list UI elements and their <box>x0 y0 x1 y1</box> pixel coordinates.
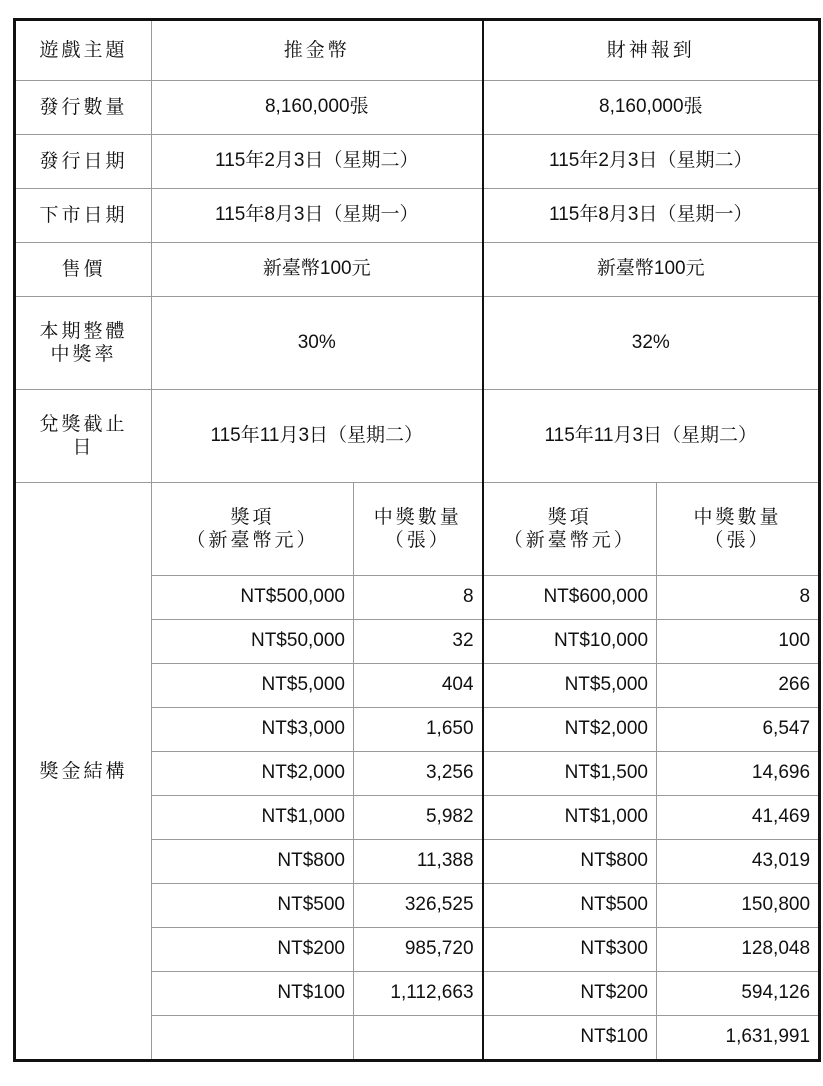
label-delist-date: 下市日期 <box>15 189 152 243</box>
game2-prize-count: 100 <box>657 620 820 664</box>
game2-prize-amount: NT$300 <box>483 928 657 972</box>
game2-prize-count: 43,019 <box>657 840 820 884</box>
game2-count-header-line1: 中獎數量 <box>693 506 782 529</box>
label-issue-date: 發行日期 <box>15 135 152 189</box>
game1-issue-date: 115年2月3日（星期二） <box>152 135 483 189</box>
game1-prize-amount <box>152 1016 354 1061</box>
game1-prize-count: 326,525 <box>354 884 483 928</box>
game2-prize-amount: NT$200 <box>483 972 657 1016</box>
game2-issue-quantity: 8,160,000張 <box>483 81 820 135</box>
row-delist-date <box>15 189 820 243</box>
game1-prize-amount: NT$50,000 <box>152 620 354 664</box>
game1-prize-amount: NT$100 <box>152 972 354 1016</box>
game2-prize-amount: NT$800 <box>483 840 657 884</box>
game1-prize-count: 8 <box>354 576 483 620</box>
game2-prize-header-line2: （新臺幣元） <box>503 529 636 551</box>
game2-prize-amount: NT$1,500 <box>483 752 657 796</box>
game1-price: 新臺幣100元 <box>152 243 483 297</box>
game2-prize-amount: NT$100 <box>483 1016 657 1061</box>
label-price: 售價 <box>15 243 152 297</box>
scratch-lottery-comparison-table <box>13 18 821 1062</box>
game1-prize-amount: NT$800 <box>152 840 354 884</box>
game1-prize-amount: NT$200 <box>152 928 354 972</box>
game1-theme: 推金幣 <box>152 20 483 81</box>
label-prize-structure: 獎金結構 <box>15 483 152 1061</box>
row-prize-headers <box>15 483 820 576</box>
row-overall-win-rate <box>15 297 820 390</box>
game1-prize-amount: NT$500,000 <box>152 576 354 620</box>
game1-prize-header-line1: 獎項 <box>230 506 275 529</box>
label-claim-deadline-line2: 日 <box>72 436 95 458</box>
game2-delist-date: 115年8月3日（星期一） <box>483 189 820 243</box>
game1-claim-deadline: 115年11月3日（星期二） <box>152 390 483 483</box>
game2-prize-count: 150,800 <box>657 884 820 928</box>
game1-prize-count: 1,650 <box>354 708 483 752</box>
game2-claim-deadline: 115年11月3日（星期二） <box>483 390 820 483</box>
game1-prize-count: 3,256 <box>354 752 483 796</box>
game1-prize-header <box>152 483 354 576</box>
game2-count-header-line2: （張） <box>704 529 771 551</box>
game2-prize-count: 266 <box>657 664 820 708</box>
game1-prize-count: 1,112,663 <box>354 972 483 1016</box>
game2-prize-count: 8 <box>657 576 820 620</box>
game2-price: 新臺幣100元 <box>483 243 820 297</box>
game1-overall-win-rate: 30% <box>152 297 483 390</box>
game2-prize-count: 1,631,991 <box>657 1016 820 1061</box>
game2-prize-amount: NT$500 <box>483 884 657 928</box>
game2-issue-date: 115年2月3日（星期二） <box>483 135 820 189</box>
game2-prize-amount: NT$2,000 <box>483 708 657 752</box>
game1-issue-quantity: 8,160,000張 <box>152 81 483 135</box>
game1-delist-date: 115年8月3日（星期一） <box>152 189 483 243</box>
game1-prize-amount: NT$1,000 <box>152 796 354 840</box>
game1-prize-count: 5,982 <box>354 796 483 840</box>
game2-prize-count: 128,048 <box>657 928 820 972</box>
game1-count-header-line2: （張） <box>384 529 451 551</box>
row-theme <box>15 20 820 81</box>
game2-prize-count: 6,547 <box>657 708 820 752</box>
game2-prize-header-line1: 獎項 <box>547 506 592 529</box>
game2-count-header <box>657 483 820 576</box>
game1-prize-amount: NT$500 <box>152 884 354 928</box>
label-claim-deadline-line1: 兌獎截止 <box>39 413 128 436</box>
game2-prize-count: 14,696 <box>657 752 820 796</box>
game2-prize-count: 594,126 <box>657 972 820 1016</box>
game2-theme: 財神報到 <box>483 20 820 81</box>
game2-prize-header <box>483 483 657 576</box>
game1-prize-count: 11,388 <box>354 840 483 884</box>
game1-prize-count: 985,720 <box>354 928 483 972</box>
game1-prize-amount: NT$2,000 <box>152 752 354 796</box>
game2-prize-amount: NT$10,000 <box>483 620 657 664</box>
game1-prize-amount: NT$3,000 <box>152 708 354 752</box>
game2-prize-amount: NT$600,000 <box>483 576 657 620</box>
label-issue-quantity: 發行數量 <box>15 81 152 135</box>
game1-count-header-line1: 中獎數量 <box>373 506 462 529</box>
row-issue-quantity <box>15 81 820 135</box>
game2-prize-amount: NT$1,000 <box>483 796 657 840</box>
game2-prize-count: 41,469 <box>657 796 820 840</box>
game1-prize-count <box>354 1016 483 1061</box>
label-overall-win-rate-line1: 本期整體 <box>39 320 128 343</box>
label-overall-win-rate <box>15 297 152 390</box>
row-claim-deadline <box>15 390 820 483</box>
game2-overall-win-rate: 32% <box>483 297 820 390</box>
game2-prize-amount: NT$5,000 <box>483 664 657 708</box>
row-price <box>15 243 820 297</box>
game1-prize-count: 404 <box>354 664 483 708</box>
game1-prize-header-line2: （新臺幣元） <box>186 529 319 551</box>
label-overall-win-rate-line2: 中獎率 <box>50 343 117 365</box>
game1-count-header <box>354 483 483 576</box>
label-claim-deadline <box>15 390 152 483</box>
game1-prize-count: 32 <box>354 620 483 664</box>
row-issue-date <box>15 135 820 189</box>
label-theme: 遊戲主題 <box>15 20 152 81</box>
game1-prize-amount: NT$5,000 <box>152 664 354 708</box>
